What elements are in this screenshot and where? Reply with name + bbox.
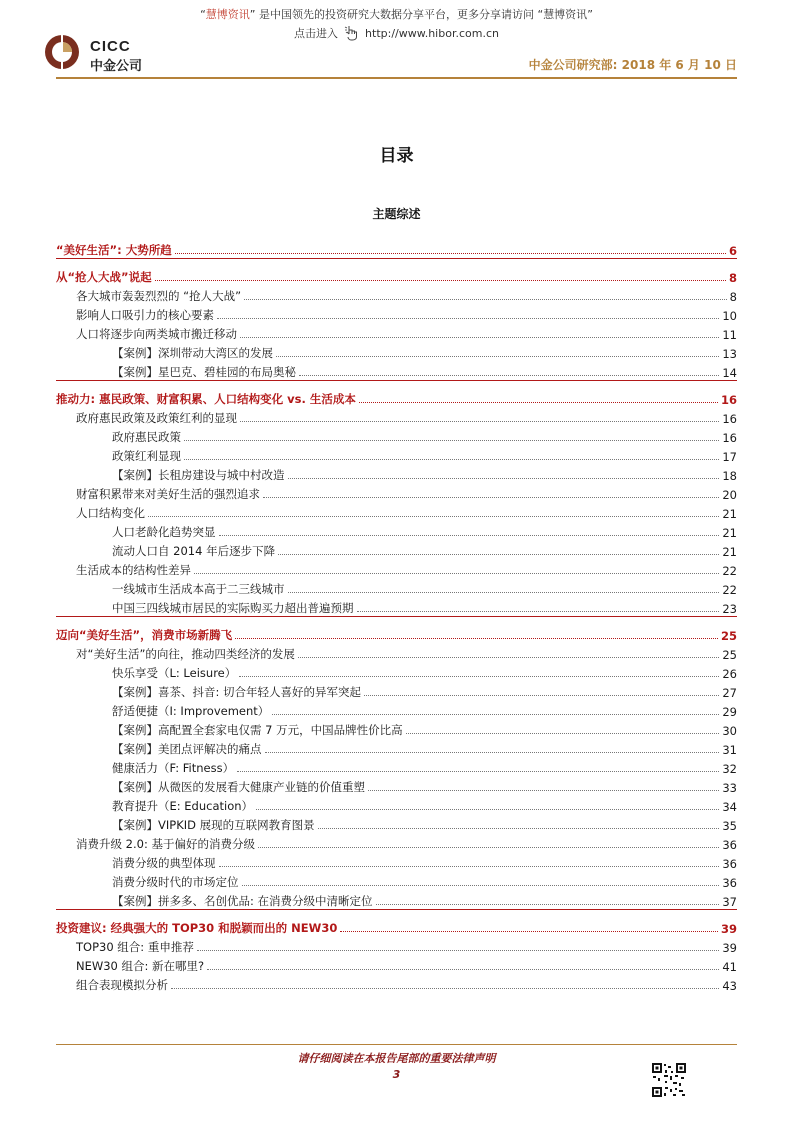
toc-leader-dots [368, 790, 719, 791]
toc-section-entry[interactable] [56, 407, 737, 426]
toc-page-number: 33 [722, 781, 737, 795]
toc-page-number: 10 [722, 309, 737, 323]
toc-page-number: 41 [722, 960, 737, 974]
cicc-logo-mark-icon [44, 34, 80, 70]
toc-leader-dots [299, 375, 719, 376]
toc-entry-title: 政策红利显现 [112, 449, 181, 463]
toc-page-number: 35 [722, 819, 737, 833]
toc-subsection-entry[interactable] [56, 681, 737, 700]
toc-leader-dots [357, 611, 720, 612]
toc-section-entry[interactable] [56, 304, 737, 323]
toc-entry-title: 对“美好生活”的向往，推动四类经济的发展 [76, 647, 295, 661]
toc-entry-title: 推动力: 惠民政策、财富积累、人口结构变化 vs. 生活成本 [56, 392, 356, 406]
toc-section-entry[interactable] [56, 643, 737, 662]
toc-page-number: 11 [722, 328, 737, 342]
toc-section-entry[interactable] [56, 483, 737, 502]
page-number: 3 [392, 1068, 401, 1081]
toc-entry-title: 快乐享受（L: Leisure） [112, 666, 237, 680]
toc-page-number: 18 [722, 469, 737, 483]
toc-subsection-entry[interactable] [56, 700, 737, 719]
toc-section-entry[interactable] [56, 285, 737, 304]
toc-leader-dots [155, 280, 726, 281]
toc-leader-dots [272, 714, 719, 715]
toc-page-number: 29 [722, 705, 737, 719]
toc-page-number: 8 [728, 271, 737, 285]
toc-chapter-entry[interactable] [56, 258, 737, 285]
toc-leader-dots [340, 931, 718, 932]
toc-page-number: 8 [729, 290, 737, 304]
dept-date: 中金公司研究部: 2018 年 6 月 10 日 [528, 58, 737, 72]
toc-page-number: 14 [722, 366, 737, 380]
toc-page-number: 36 [722, 857, 737, 871]
toc-section-entry[interactable] [56, 502, 737, 521]
toc-page-number: 31 [722, 743, 737, 757]
toc-entry-title: “美好生活”: 大势所趋 [56, 243, 172, 257]
toc-entry-title: 消费升级 2.0: 基于偏好的消费分级 [76, 837, 255, 851]
toc-leader-dots [288, 478, 720, 479]
toc-page-number: 21 [722, 507, 737, 521]
toc-subsection-entry[interactable] [56, 795, 737, 814]
toc-entry-title: 生活成本的结构性差异 [76, 563, 191, 577]
toc-page-number: 22 [722, 583, 737, 597]
toc-subsection-entry[interactable] [56, 578, 737, 597]
toc-entry-title: 政府惠民政策 [112, 430, 181, 444]
toc-subsection-entry[interactable] [56, 342, 737, 361]
toc-leader-dots [318, 828, 720, 829]
toc-page-number: 16 [720, 393, 737, 407]
toc-subsection-entry[interactable] [56, 757, 737, 776]
toc-section-entry[interactable] [56, 833, 737, 852]
toc-leader-dots [237, 771, 719, 772]
toc-leader-dots [184, 440, 719, 441]
toc-leader-dots [276, 356, 719, 357]
toc-page-number: 39 [720, 922, 737, 936]
toc-page-number: 21 [722, 526, 737, 540]
toc-entry-title: 【案例】星巴克、碧桂园的布局奥秘 [112, 365, 296, 379]
toc-page-number: 20 [722, 488, 737, 502]
toc-section-entry[interactable] [56, 936, 737, 955]
toc-leader-dots [288, 592, 720, 593]
toc-leader-dots [364, 695, 719, 696]
page-title: 目录 [379, 146, 414, 166]
toc-entry-title: 健康活力（F: Fitness） [112, 761, 235, 775]
toc-page-number: 39 [722, 941, 737, 955]
toc-page-number: 17 [722, 450, 737, 464]
toc-entry-title: 【案例】长租房建设与城中村改造 [112, 468, 285, 482]
brand-link[interactable]: 慧博资讯 [205, 8, 250, 21]
toc-leader-dots [219, 866, 720, 867]
toc-leader-dots [171, 988, 719, 989]
toc-entry-title: 流动人口自 2014 年后逐步下降 [112, 544, 276, 558]
toc-leader-dots [278, 554, 719, 555]
toc-subsection-entry[interactable] [56, 662, 737, 681]
toc-subsection-entry[interactable] [56, 521, 737, 540]
toc-entry-title: 中国三四线城市居民的实际购买力超出普遍预期 [112, 601, 354, 615]
toc-entry-title: TOP30 组合: 重申推荐 [76, 940, 194, 954]
toc-page-number: 26 [722, 667, 737, 681]
click-enter-label: 点击进入 [294, 27, 339, 40]
toc-leader-dots [359, 402, 718, 403]
toc-leader-dots [194, 573, 719, 574]
toc-entry-title: 影响人口吸引力的核心要素 [76, 308, 214, 322]
toc-page-number: 32 [722, 762, 737, 776]
toc-subsection-entry[interactable] [56, 540, 737, 559]
toc-chapter-entry[interactable] [56, 232, 737, 258]
toc-page-number: 13 [722, 347, 737, 361]
toc-leader-dots [242, 885, 720, 886]
toc-page-number: 36 [722, 876, 737, 890]
toc-page-number: 16 [722, 412, 737, 426]
site-url-link[interactable]: http://www.hibor.com.cn [365, 27, 499, 40]
toc-chapter-entry[interactable] [56, 616, 737, 643]
toc-page-number: 25 [720, 629, 737, 643]
toc-entry-title: 教育提升（E: Education） [112, 799, 254, 813]
toc-entry-title: 【案例】深圳带动大湾区的发展 [112, 346, 273, 360]
toc-subsection-entry[interactable] [56, 445, 737, 464]
toc-leader-dots [406, 733, 720, 734]
toc-leader-dots [239, 676, 719, 677]
toc-entry-title: 组合表现模拟分析 [76, 978, 168, 992]
toc-page-number: 23 [722, 602, 737, 616]
toc-subsection-entry[interactable] [56, 719, 737, 738]
toc-page-number: 6 [728, 244, 737, 258]
toc-leader-dots [207, 969, 719, 970]
toc-entry-title: 【案例】喜茶、抖音: 切合年轻人喜好的异军突起 [112, 685, 362, 699]
toc-page-number: 25 [722, 648, 737, 662]
top-promo-banner: “慧博资讯” 是中国领先的投资研究大数据分享平台，更多分享请访问 “慧博资讯” [200, 8, 593, 21]
toc-entry-title: 各大城市轰轰烈烈的 “抢人大战” [76, 289, 242, 303]
toc-leader-dots [219, 535, 720, 536]
toc-subsection-entry[interactable] [56, 464, 737, 483]
toc-leader-dots [258, 847, 719, 848]
pointer-hand-icon [344, 25, 360, 44]
toc-leader-dots [175, 253, 726, 254]
toc-entry-title: 人口将逐步向两类城市搬迁移动 [76, 327, 237, 341]
cicc-logo [44, 34, 164, 74]
toc-leader-dots [263, 497, 719, 498]
toc-subsection-entry[interactable] [56, 871, 737, 890]
toc-entry-title: 一线城市生活成本高于二三线城市 [112, 582, 285, 596]
toc-section-entry[interactable] [56, 955, 737, 974]
toc-page-number: 34 [722, 800, 737, 814]
toc-leader-dots [197, 950, 720, 951]
toc-leader-dots [235, 638, 718, 639]
toc-subsection-entry[interactable] [56, 426, 737, 445]
toc-subsection-entry[interactable] [56, 776, 737, 795]
toc-page-number: 30 [722, 724, 737, 738]
footer-divider [56, 1044, 737, 1045]
toc-section-entry[interactable] [56, 323, 737, 342]
toc-subsection-entry[interactable] [56, 361, 737, 380]
toc-leader-dots [376, 904, 720, 905]
toc-entry-title: 人口老龄化趋势突显 [112, 525, 216, 539]
toc-subsection-entry[interactable] [56, 814, 737, 833]
toc-entry-title: 迈向“美好生活”，消费市场新腾飞 [56, 628, 233, 642]
toc-leader-dots [240, 337, 719, 338]
toc-page-number: 21 [722, 545, 737, 559]
toc-entry-title: 消费分级时代的市场定位 [112, 875, 239, 889]
logo-cn-text: 中金公司 [90, 59, 143, 74]
toc-entry-title: 消费分级的典型体现 [112, 856, 216, 870]
toc-leader-dots [256, 809, 719, 810]
logo-en-text: CICC [90, 38, 131, 55]
toc-page-number: 36 [722, 838, 737, 852]
toc-section-entry[interactable] [56, 974, 737, 993]
toc-leader-dots [184, 459, 719, 460]
legal-notice: 请仔细阅读在本报告尾部的重要法律声明 [297, 1052, 496, 1065]
toc-chapter-entry[interactable] [56, 909, 737, 936]
toc-entry-title: 财富积累带来对美好生活的强烈追求 [76, 487, 260, 501]
toc-subsection-entry[interactable] [56, 738, 737, 757]
qr-code-icon [651, 1062, 687, 1098]
toc-page-number: 27 [722, 686, 737, 700]
toc-entry-title: 【案例】高配置全套家电仅需 7 万元，中国品牌性价比高 [112, 723, 403, 737]
toc-leader-dots [298, 657, 719, 658]
toc-leader-dots [265, 752, 720, 753]
toc-leader-dots [244, 299, 727, 300]
toc-page-number: 22 [722, 564, 737, 578]
toc-page-number: 16 [722, 431, 737, 445]
toc-entry-title: 舒适便捷（I: Improvement） [112, 704, 270, 718]
toc-entry-title: 【案例】从微医的发展看大健康产业链的价值重塑 [112, 780, 365, 794]
toc-leader-dots [240, 421, 719, 422]
header-divider [56, 77, 737, 79]
section-subtitle: 主题综述 [372, 207, 421, 221]
toc-entry-title: 投资建议: 经典强大的 TOP30 和脱颖而出的 NEW30 [56, 921, 338, 935]
toc-page-number: 43 [722, 979, 737, 993]
toc-page-number: 37 [722, 895, 737, 909]
toc-leader-dots [217, 318, 719, 319]
toc-entry-title: 【案例】美团点评解决的痛点 [112, 742, 262, 756]
toc-section-entry[interactable] [56, 559, 737, 578]
toc-entry-title: 从“抢人大战”说起 [56, 270, 152, 284]
brand-text: 慧博资讯 [543, 8, 588, 21]
toc-leader-dots [148, 516, 719, 517]
toc-entry-title: 【案例】VIPKID 展现的互联网教育图景 [112, 818, 315, 832]
toc-subsection-entry[interactable] [56, 890, 737, 909]
toc-entry-title: 【案例】拼多多、名创优品: 在消费分级中清晰定位 [112, 894, 373, 908]
toc-subsection-entry[interactable] [56, 597, 737, 616]
toc-entry-title: 人口结构变化 [76, 506, 145, 520]
table-of-contents [56, 232, 737, 993]
toc-subsection-entry[interactable] [56, 852, 737, 871]
toc-entry-title: NEW30 组合: 新在哪里? [76, 959, 205, 973]
toc-entry-title: 政府惠民政策及政策红利的显现 [76, 411, 237, 425]
toc-chapter-entry[interactable] [56, 380, 737, 407]
